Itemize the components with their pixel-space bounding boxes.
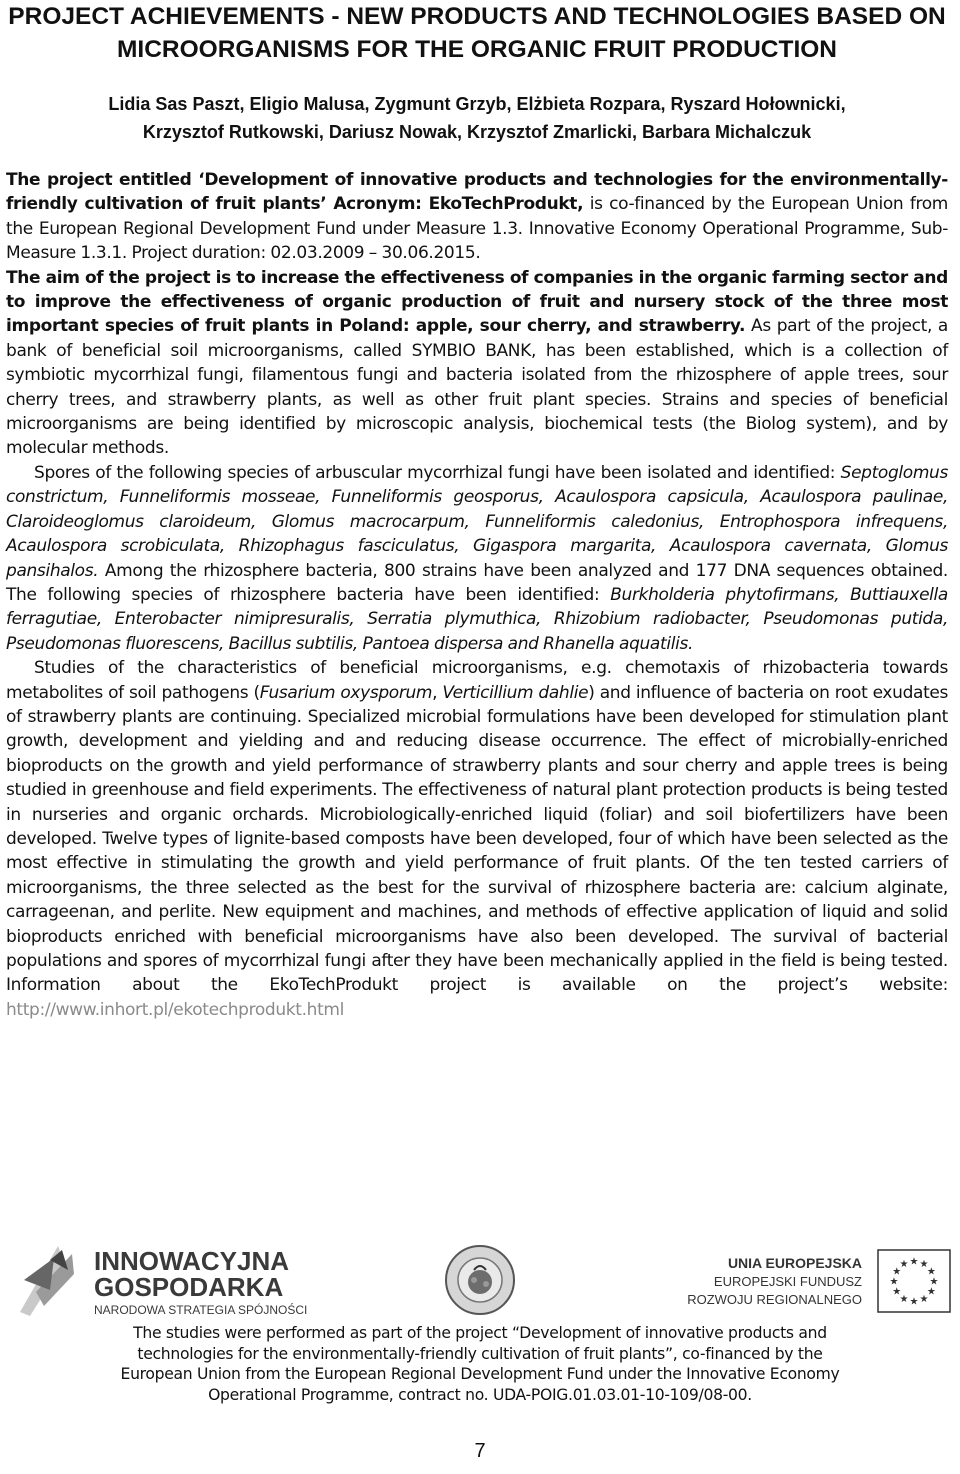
- logo-left-line-2: GOSPODARKA: [94, 1272, 284, 1302]
- project-website-link[interactable]: http://www.inhort.pl/ekotechprodukt.html: [6, 999, 344, 1020]
- fungi-species-list: Septoglomus constrictum, Funneliformis mosseae, Funneliformis geosporus, Acaulospora capsicula, Acaulospora paulinae, Claroideoglomus claroideum, Glomus macrocarpum, Funneliformis caledonius, Entrophospora infrequens, Acaulospora scrobiculata, Rhizophagus fasciculatus, Gigaspora margarita, Acaulospora cavernata, Glomus pansihalos.: [6, 462, 948, 581]
- eu-star-icon: ★: [909, 1256, 919, 1268]
- logo-right-line-3: ROZWOJU REGIONALNEGO: [687, 1292, 862, 1307]
- footer-note: [0, 1323, 960, 1405]
- authors-line-1: Lidia Sas Paszt, Eligio Malusa, Zygmunt Grzyb, Elżbieta Rozpara, Ryszard Hołownicki,: [108, 94, 846, 114]
- eu-star-icon: ★: [929, 1276, 939, 1288]
- page: [6, 0, 948, 1022]
- logo-strip: [0, 1240, 960, 1320]
- studies-text-2: ) and influence of bacteria on root exudates of strawberry plants are continuing. Specialized microbial formulations have been developed for stimulation plant growth, development and yielding and and reducing disease occurrence. The effect of microbially-enriched bioproducts on the growth and yield performance of strawberry plants and sour cherry and apple trees is being studied in greenhouse and field experiments. The effectiveness of natural plant protection products is being tested in nurseries and organic orchards. Microbiologically-enriched liquid (foliar) and soil biofertilizers have been developed. Twelve types of lignite-based composts have been developed, four of which have been selected as the most effective in stimulating the growth and yield performance of fruit plants. Of the ten tested carriers of microorganisms, the three selected as the best for the survival of rhizosphere bacteria are: calcium alginate, carrageenan, and perlite. New equipment and machines, and methods of effective application of liquid and solid bioproducts enriched with beneficial microorganisms have also been developed. The survival of bacterial populations and spores of mycorrhizal fungi after they have been mechanically applied in the field is being tested. Information about the EkoTechProdukt project is available on the project’s website:: [6, 682, 949, 996]
- logo-left-line-3: NARODOWA STRATEGIA SPÓJNOŚCI: [94, 1303, 308, 1317]
- eu-star-icon: ★: [909, 1296, 919, 1308]
- eu-star-icon: ★: [926, 1286, 936, 1298]
- authors-line-2: Krzysztof Rutkowski, Dariusz Nowak, Krzysztof Zmarlicki, Barbara Michalczuk: [142, 122, 812, 142]
- eu-star-icon: ★: [889, 1276, 899, 1288]
- pathogen-2: Verticillium dahlie: [442, 682, 589, 703]
- logo-right-line-1: UNIA EUROPEJSKA: [727, 1255, 862, 1271]
- paragraph-species: [6, 461, 948, 656]
- eu-star-icon: ★: [892, 1286, 902, 1298]
- innowacyjna-gospodarka-logo: [14, 1240, 314, 1320]
- bacteria-intro-text: Among the rhizosphere bacteria, 800 strains have been analyzed and 177 DNA sequences obtained. The following species of rhizosphere bacteria have been identified:: [6, 560, 948, 605]
- funding-text: is co-financed by the European Union from the European Regional Development Fund under Measure 1.3. Innovative Economy Operational Programme, Sub-Measure 1.3.1. Project duration: 02.03.2009 – 30.06.2015.: [6, 194, 949, 264]
- footer-line-3: European Union from the European Regional Development Fund under the Innovative Economy: [120, 1365, 840, 1383]
- page-number: 7: [474, 1440, 486, 1462]
- pathogen-1: Fusarium oxysporum: [259, 682, 433, 703]
- article-body: [6, 168, 948, 1022]
- project-title-text: The project entitled ‘Development of innovative products and technologies for the environmentally-friendly cultivation of fruit plants’ Acronym: EkoTechProdukt,: [6, 170, 948, 215]
- aim-text: The aim of the project is to increase the effectiveness of companies in the organic farming sector and to improve the effectiveness of organic production of fruit and nursery stock of the three most important species of fruit plants in Poland: apple, sour cherry, and strawberry.: [6, 267, 948, 337]
- fungi-intro-text: Spores of the following species of arbuscular mycorrhizal fungi have been isolated and identified:: [34, 462, 841, 483]
- authors: [6, 90, 948, 146]
- title-line-1: PROJECT ACHIEVEMENTS - NEW PRODUCTS AND TECHNOLOGIES BASED ON: [8, 3, 946, 30]
- footer-line-4: Operational Programme, contract no. UDA-POIG.01.03.01-10-109/08-00.: [208, 1385, 752, 1404]
- footer-line-2: technologies for the environmentally-friendly cultivation of fruit plants”, co-financed by the: [137, 1344, 823, 1363]
- ekotechprodukt-seal-icon: [434, 1244, 526, 1316]
- eu-star-icon: ★: [899, 1293, 909, 1305]
- title-line-2: MICROORGANISMS FOR THE ORGANIC FRUIT PRODUCTION: [116, 36, 837, 63]
- studies-text-1: Studies of the characteristics of beneficial microorganisms, e.g. chemotaxis of rhizobacteria towards metabolites of soil pathogens (: [6, 658, 948, 703]
- bacteria-species-list: Burkholderia phytofirmans, Buttiauxella ferragutiae, Enterobacter nimipresuralis, Serratia plymuthica, Rhizobium radiobacter, Pseudomonas putida, Pseudomonas fluorescens, Bacillus subtilis, Pantoea dispersa and Rhanella aquatilis.: [6, 584, 948, 654]
- studies-separator: ,: [432, 682, 443, 703]
- eu-star-icon: ★: [892, 1266, 902, 1278]
- eu-regional-fund-logo: [687, 1248, 954, 1314]
- logo-left-line-1: INNOWACYJNA: [94, 1246, 290, 1276]
- eu-star-icon: ★: [919, 1293, 929, 1305]
- eu-star-icon: ★: [926, 1266, 936, 1278]
- paragraph-studies: [6, 656, 948, 1022]
- eu-star-icon: ★: [919, 1259, 929, 1271]
- paragraph-aim: [6, 266, 948, 461]
- paragraph-intro: [6, 168, 948, 266]
- footer-line-1: The studies were performed as part of the project “Development of innovative products and: [133, 1324, 827, 1342]
- page-title: [6, 0, 948, 66]
- logo-right-line-2: EUROPEJSKI FUNDUSZ: [713, 1274, 862, 1289]
- symbio-bank-text: As part of the project, a bank of beneficial soil microorganisms, called SYMBIO BANK, has been established, which is a collection of symbiotic mycorrhizal fungi, filamentous fungi and bacteria isolated from the rhizosphere of apple trees, sour cherry trees, and strawberry plants, as well as other fruit plant species. Strains and species of beneficial microorganisms are being identified by microscopic analysis, biochemical tests (the Biolog system), and by molecular methods.: [6, 316, 948, 459]
- eu-star-icon: ★: [899, 1259, 909, 1271]
